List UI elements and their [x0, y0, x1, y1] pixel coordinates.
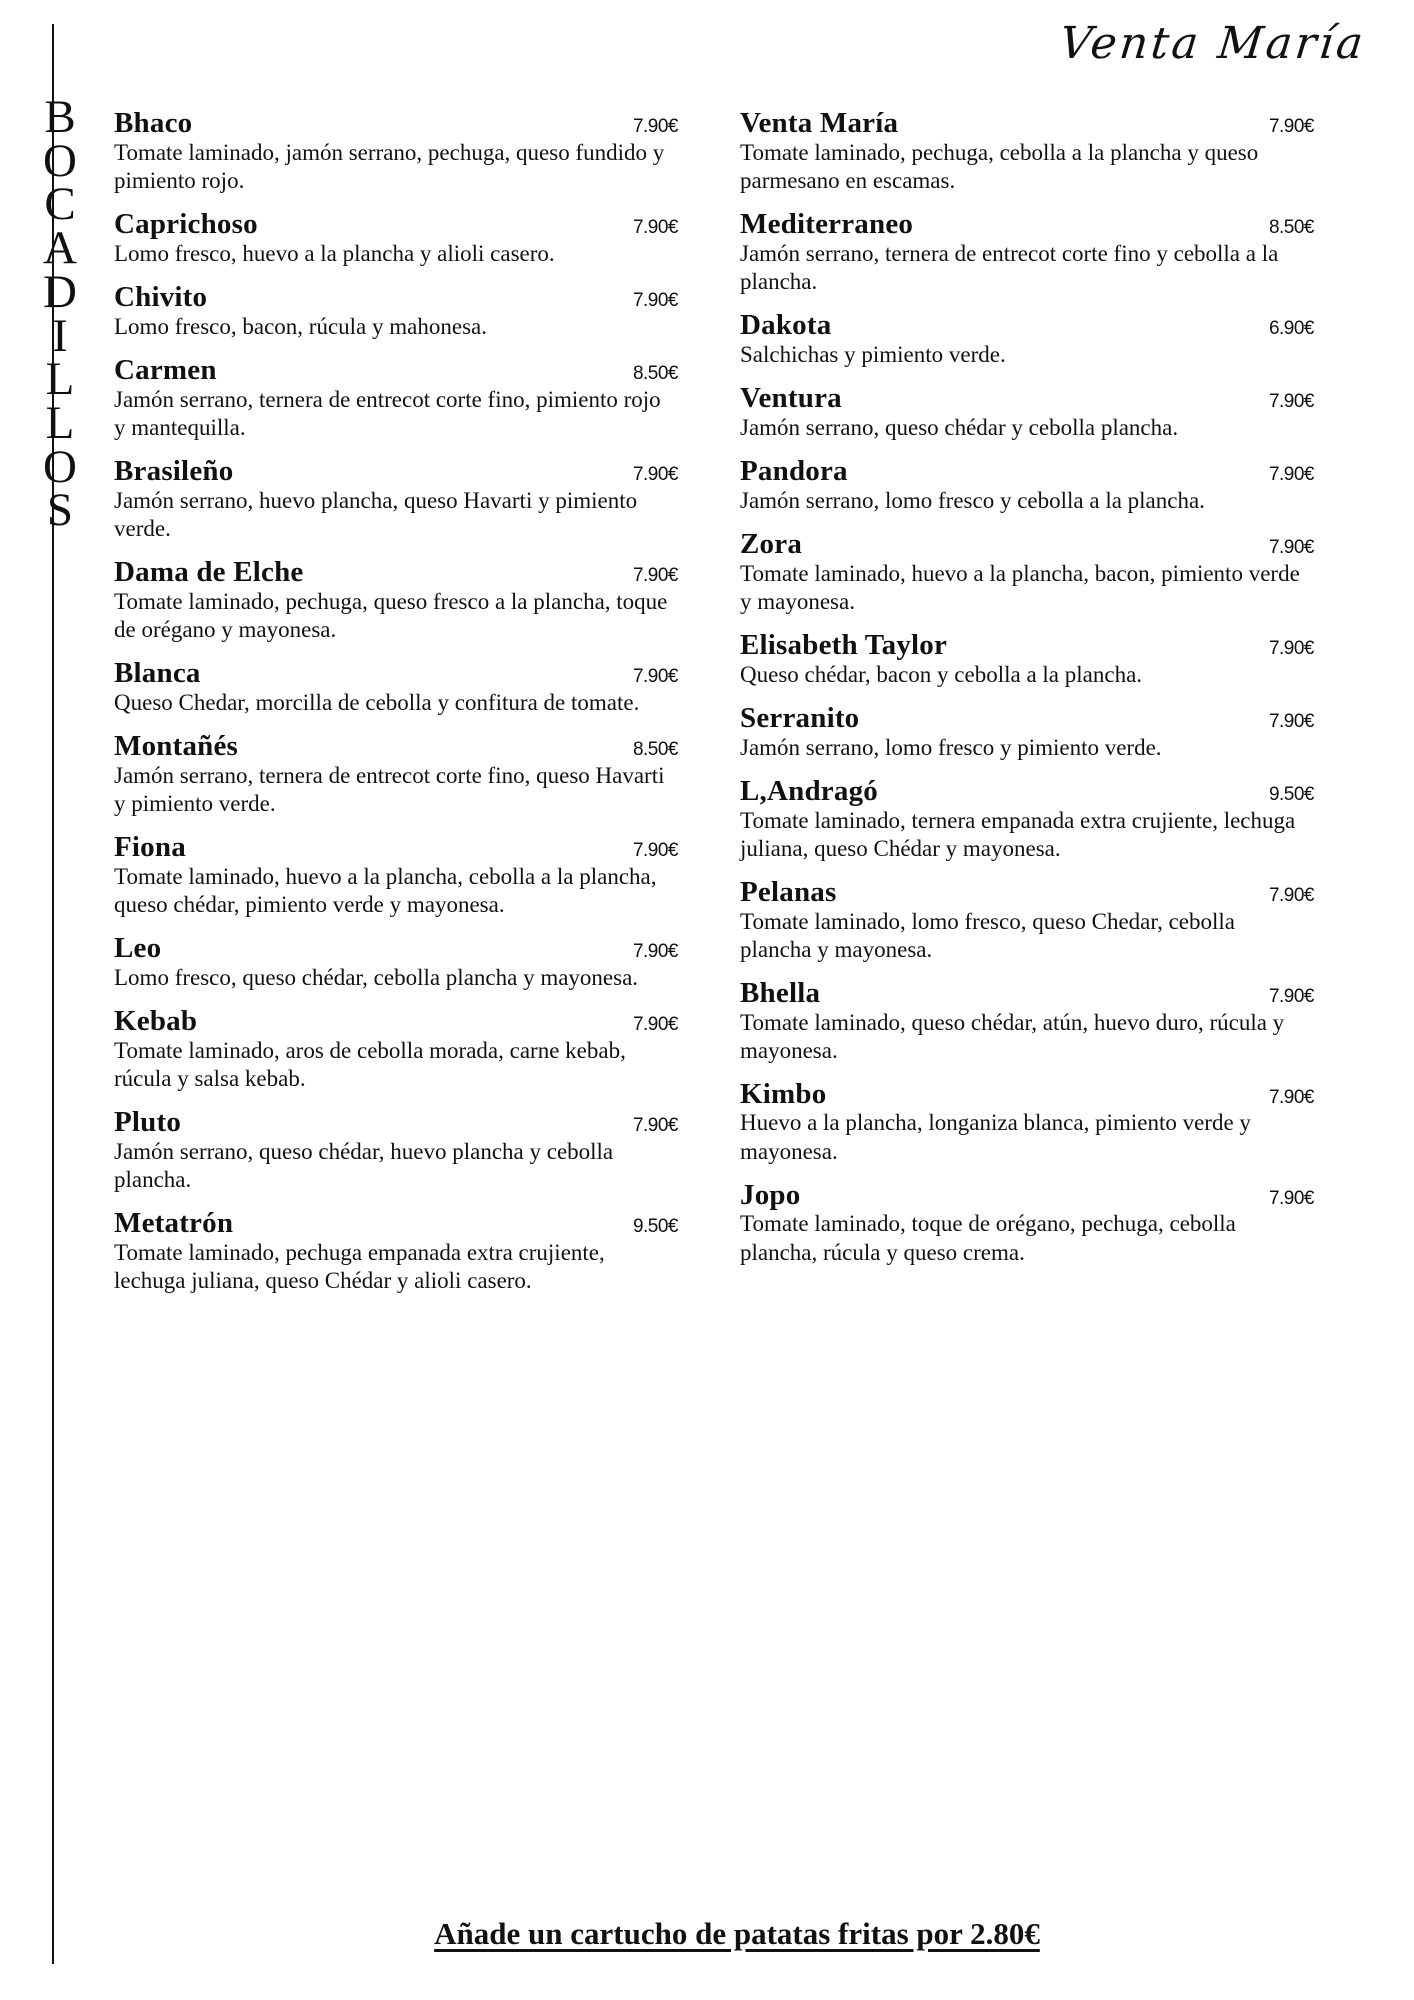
menu-item	[736, 630, 1314, 689]
menu-item-description: Lomo fresco, bacon, rúcula y mahonesa.	[114, 313, 487, 339]
menu-item	[736, 383, 1314, 442]
menu-item-header	[100, 1107, 678, 1139]
menu-item-price: 7.90€	[632, 839, 678, 861]
menu-item	[736, 978, 1314, 1065]
menu-item	[736, 703, 1314, 762]
menu-item-price: 7.90€	[632, 940, 678, 962]
menu-item-description: Jamón serrano, ternera de entrecot corte fino y cebolla a la plancha.	[740, 240, 1279, 294]
menu-item-price: 8.50€	[1268, 216, 1314, 238]
menu-item-name: Serranito	[740, 701, 860, 734]
menu-item-header	[736, 456, 1314, 488]
menu-item-header	[100, 282, 678, 314]
menu-item	[100, 282, 678, 341]
menu-item-name: Leo	[114, 931, 162, 964]
menu-item-header	[100, 933, 678, 965]
menu-item-price: 7.90€	[632, 216, 678, 238]
menu-item-price: 7.90€	[1268, 884, 1314, 906]
menu-item-description: Lomo fresco, huevo a la plancha y alioli casero.	[114, 240, 555, 266]
menu-item	[736, 456, 1314, 515]
menu-item-description: Tomate laminado, pechuga empanada extra crujiente, lechuga juliana, queso Chédar y alioli casero.	[114, 1239, 605, 1293]
menu-item-description: Jamón serrano, queso chédar, huevo plancha y cebolla plancha.	[114, 1138, 614, 1192]
menu-item-description: Tomate laminado, pechuga, cebolla a la plancha y queso parmesano en escamas.	[740, 139, 1259, 193]
menu-item-name: Zora	[740, 527, 803, 560]
menu-item-name: Pluto	[114, 1105, 182, 1138]
menu-item-description: Tomate laminado, huevo a la plancha, cebolla a la plancha, queso chédar, pimiento verde y mayonesa.	[114, 863, 657, 917]
menu-item-price: 6.90€	[1268, 317, 1314, 339]
menu-item	[100, 108, 678, 195]
menu-item-name: Carmen	[114, 353, 217, 386]
menu-item-header	[736, 630, 1314, 662]
menu-item-description: Jamón serrano, huevo plancha, queso Havarti y pimiento verde.	[114, 487, 638, 541]
section-title-letter: O	[43, 440, 77, 493]
menu-item-name: Brasileño	[114, 454, 234, 487]
menu-item-header	[736, 776, 1314, 808]
menu-item	[100, 456, 678, 543]
menu-item	[100, 933, 678, 992]
menu-item-header	[736, 1180, 1314, 1212]
section-title-letter: L	[45, 353, 75, 406]
menu-item-name: Caprichoso	[114, 207, 258, 240]
menu-item	[736, 310, 1314, 369]
menu-item-name: L,Andragó	[740, 774, 878, 807]
menu-item	[100, 557, 678, 644]
menu-item	[100, 355, 678, 442]
section-title-letter: B	[44, 91, 76, 143]
menu-item-price: 7.90€	[1268, 637, 1314, 659]
menu-item-price: 8.50€	[632, 362, 678, 384]
menu-item-description: Queso chédar, bacon y cebolla a la plancha.	[740, 661, 1143, 687]
menu-item	[736, 1180, 1314, 1267]
menu-item-description: Tomate laminado, pechuga, queso fresco a la plancha, toque de orégano y mayonesa.	[114, 588, 668, 642]
menu-item-description: Jamón serrano, queso chédar y cebolla plancha.	[740, 414, 1179, 440]
menu-item-description: Tomate laminado, jamón serrano, pechuga, queso fundido y pimiento rojo.	[114, 139, 665, 193]
menu-item-name: Pelanas	[740, 875, 837, 908]
menu-item-name: Kebab	[114, 1004, 198, 1037]
menu-item-description: Tomate laminado, lomo fresco, queso Chedar, cebolla plancha y mayonesa.	[740, 908, 1236, 962]
menu-item-price: 7.90€	[1268, 1187, 1314, 1209]
menu-item-price: 7.90€	[632, 665, 678, 687]
menu-item-name: Mediterraneo	[740, 207, 914, 240]
section-title-letter: C	[44, 178, 76, 231]
menu-item-header	[100, 1208, 678, 1240]
menu-item	[736, 529, 1314, 616]
menu-item-description: Jamón serrano, ternera de entrecot corte fino, pimiento rojo y mantequilla.	[114, 386, 661, 440]
menu-item-price: 7.90€	[632, 289, 678, 311]
menu-item	[100, 731, 678, 818]
menu-item-header	[100, 832, 678, 864]
menu-item-header	[736, 383, 1314, 415]
menu-item-name: Chivito	[114, 280, 208, 313]
menu-item-name: Ventura	[740, 381, 842, 414]
menu-item-header	[736, 877, 1314, 909]
menu-item-header	[100, 1006, 678, 1038]
section-title-letter: A	[43, 222, 77, 275]
menu-item-name: Kimbo	[740, 1077, 827, 1110]
menu-item-description: Tomate laminado, queso chédar, atún, huevo duro, rúcula y mayonesa.	[740, 1009, 1285, 1063]
menu-item-header	[736, 529, 1314, 561]
menu-item	[100, 832, 678, 919]
menu-item-price: 7.90€	[632, 564, 678, 586]
menu-item	[100, 209, 678, 268]
menu-item-name: Montañés	[114, 729, 239, 762]
menu-item-header	[736, 703, 1314, 735]
menu-item-description: Jamón serrano, ternera de entrecot corte fino, queso Havarti y pimiento verde.	[114, 762, 665, 816]
section-title-letter: I	[52, 309, 68, 362]
section-title-letter: L	[45, 396, 75, 449]
menu-item	[736, 776, 1314, 863]
menu-item	[100, 1107, 678, 1194]
menu-item-description: Tomate laminado, ternera empanada extra crujiente, lechuga juliana, queso Chédar y mayonesa.	[740, 807, 1296, 861]
menu-item-header	[100, 108, 678, 140]
menu-item	[100, 1208, 678, 1295]
menu-item-price: 9.50€	[1268, 783, 1314, 805]
menu-item-description: Huevo a la plancha, longaniza blanca, pimiento verde y mayonesa.	[740, 1110, 1251, 1164]
menu-item-name: Pandora	[740, 454, 848, 487]
menu-item-header	[100, 355, 678, 387]
menu-item-name: Bhella	[740, 976, 821, 1009]
menu-item-price: 7.90€	[1268, 1086, 1314, 1108]
menu-item-price: 7.90€	[1268, 390, 1314, 412]
menu-item-price: 7.90€	[632, 463, 678, 485]
menu-item-price: 8.50€	[632, 738, 678, 760]
menu-item	[736, 1079, 1314, 1166]
menu-item-description: Salchichas y pimiento verde.	[740, 341, 1006, 367]
menu-item-header	[100, 658, 678, 690]
section-title-letter: D	[43, 265, 77, 318]
section-title-letter: S	[46, 484, 74, 537]
menu-item-name: Fiona	[114, 830, 186, 863]
menu-item	[100, 658, 678, 717]
menu-item-price: 7.90€	[632, 1013, 678, 1035]
menu-item-name: Elisabeth Taylor	[740, 628, 948, 661]
menu-item-name: Venta María	[740, 107, 899, 139]
menu-item-header	[736, 978, 1314, 1010]
menu-item-description: Tomate laminado, aros de cebolla morada, carne kebab, rúcula y salsa kebab.	[114, 1037, 626, 1091]
menu-item	[736, 209, 1314, 296]
menu-item-name: Blanca	[114, 656, 201, 689]
menu-column-left	[100, 108, 678, 1309]
menu-item-description: Tomate laminado, toque de orégano, pechuga, cebolla plancha, rúcula y queso crema.	[740, 1211, 1236, 1265]
menu-item-description: Lomo fresco, queso chédar, cebolla plancha y mayonesa.	[114, 964, 639, 990]
menu-item-header	[100, 209, 678, 241]
menu-item-header	[736, 209, 1314, 241]
menu-item-description: Queso Chedar, morcilla de cebolla y confitura de tomate.	[114, 689, 640, 715]
menu-item-price: 7.90€	[1268, 985, 1314, 1007]
menu-columns	[100, 108, 1390, 1309]
menu-item-name: Dama de Elche	[114, 555, 304, 588]
menu-item	[736, 877, 1314, 964]
menu-item-name: Metatrón	[114, 1206, 234, 1239]
menu-item-name: Jopo	[740, 1178, 801, 1211]
menu-item-price: 7.90€	[1268, 536, 1314, 558]
menu-item	[100, 1006, 678, 1093]
menu-item-header	[736, 1079, 1314, 1111]
menu-item-name: Dakota	[740, 308, 832, 341]
menu-column-right	[736, 108, 1314, 1309]
menu-item-price: 7.90€	[1268, 116, 1314, 137]
footer-note: Añade un cartucho de patatas fritas por 2.80€	[434, 1916, 1040, 1951]
menu-item	[736, 108, 1314, 195]
menu-item-description: Jamón serrano, lomo fresco y pimiento verde.	[740, 734, 1162, 760]
menu-item-description: Tomate laminado, huevo a la plancha, bacon, pimiento verde y mayonesa.	[740, 560, 1300, 614]
menu-item-price: 7.90€	[1268, 710, 1314, 732]
menu-item-header	[736, 108, 1314, 140]
menu-item-name: Bhaco	[114, 107, 193, 139]
section-title-letter: O	[43, 134, 77, 187]
menu-item-header	[100, 456, 678, 488]
menu-item-description: Jamón serrano, lomo fresco y cebolla a la plancha.	[740, 487, 1205, 513]
menu-item-price: 7.90€	[632, 116, 678, 137]
restaurant-logo: Venta María	[1057, 18, 1369, 69]
menu-item-price: 7.90€	[1268, 463, 1314, 485]
menu-item-header	[736, 310, 1314, 342]
menu-item-header	[100, 557, 678, 589]
section-title-vertical	[38, 91, 82, 537]
menu-item-header	[100, 731, 678, 763]
menu-item-price: 7.90€	[632, 1114, 678, 1136]
menu-item-price: 9.50€	[632, 1215, 678, 1237]
